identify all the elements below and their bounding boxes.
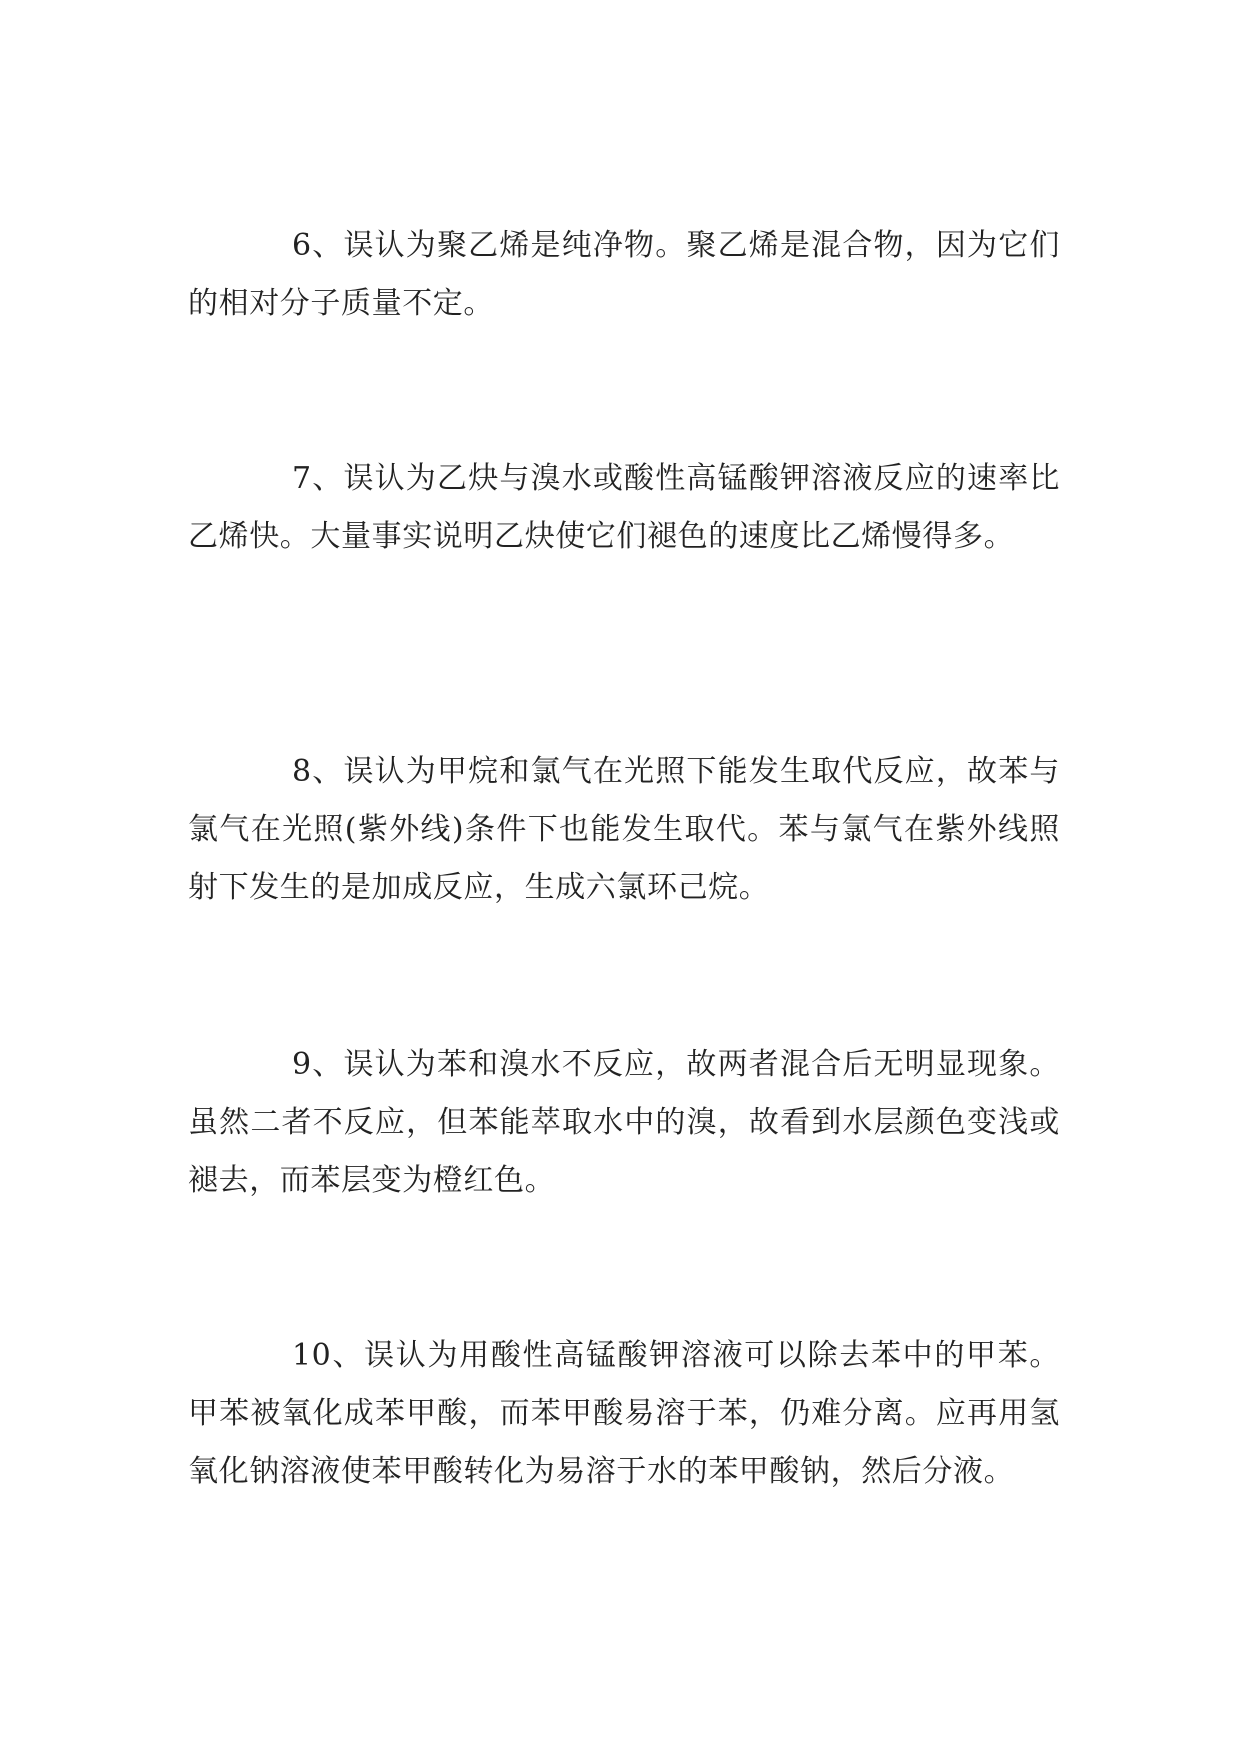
paragraph-item-6: 6、误认为聚乙烯是纯净物。聚乙烯是混合物，因为它们的相对分子质量不定。 [188, 228, 1060, 321]
paragraph-item-8: 8、误认为甲烷和氯气在光照下能发生取代反应，故苯与氯气在光照(紫外线)条件下也能发生取代。苯与氯气在紫外线照射下发生的是加成反应，生成六氯环己烷。 [188, 754, 1060, 905]
paragraph-item-9: 9、误认为苯和溴水不反应，故两者混合后无明显现象。虽然二者不反应，但苯能萃取水中的溴，故看到水层颜色变浅或褪去，而苯层变为橙红色。 [188, 1047, 1060, 1198]
paragraph-item-7: 7、误认为乙炔与溴水或酸性高锰酸钾溶液反应的速率比乙烯快。大量事实说明乙炔使它们褪色的速度比乙烯慢得多。 [188, 461, 1060, 554]
paragraph-item-10: 10、误认为用酸性高锰酸钾溶液可以除去苯中的甲苯。甲苯被氧化成苯甲酸，而苯甲酸易溶于苯，仍难分离。应再用氢氧化钠溶液使苯甲酸转化为易溶于水的苯甲酸钠，然后分液。 [188, 1338, 1060, 1489]
